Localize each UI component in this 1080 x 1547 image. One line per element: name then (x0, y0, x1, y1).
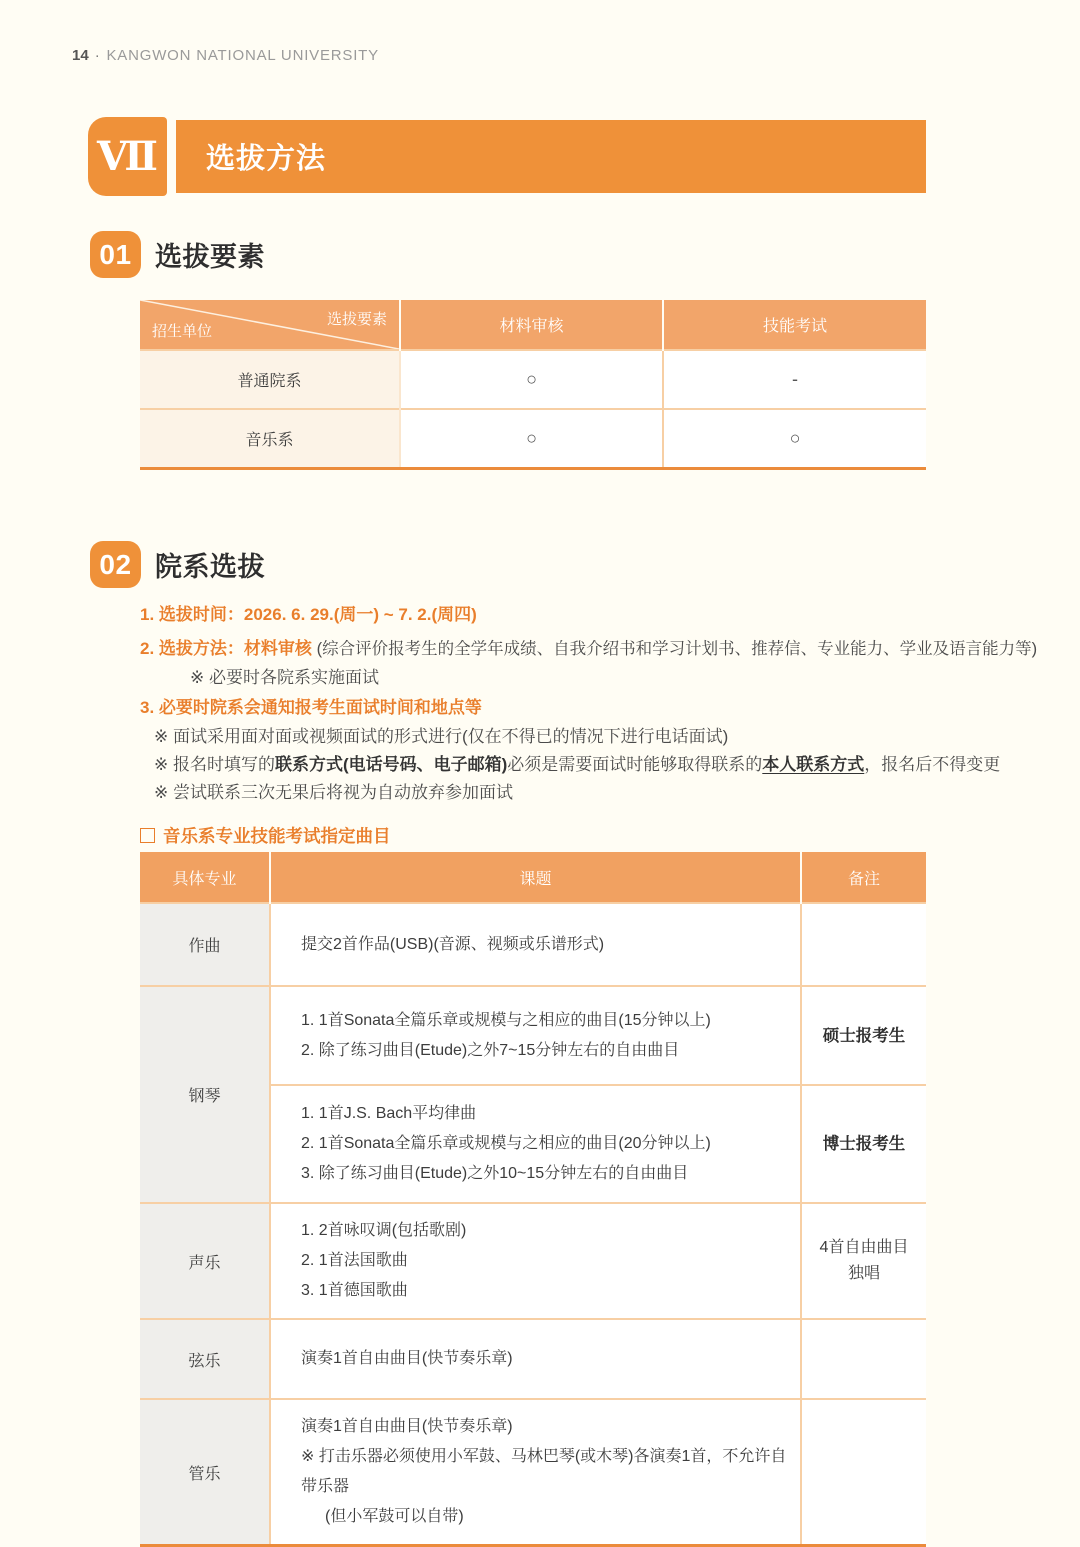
section2-title: 院系选拔 (155, 552, 265, 582)
banner-bar (176, 120, 926, 193)
mark-cell-material: ○ (400, 409, 663, 469)
square-bullet-icon (140, 828, 155, 843)
column-header-skill-test: 技能考试 (663, 300, 926, 350)
task-line: 3. 1首德国歌曲 (301, 1282, 408, 1299)
mark-cell-material: ○ (400, 350, 663, 409)
page-header (72, 47, 379, 64)
section1-number-badge: 01 (90, 231, 141, 278)
remark-cell (801, 1399, 926, 1546)
unit-cell: 普通院系 (140, 350, 400, 409)
contact-attempts-note: ※ 尝试联系三次无果后将视为自动放弃参加面试 (154, 783, 513, 802)
section2-heading (90, 541, 265, 588)
column-header-task: 课题 (270, 852, 801, 903)
corner-label-elements: 选拔要素 (326, 311, 387, 328)
corner-label-unit: 招生单位 (152, 323, 213, 340)
task-line: 1. 2首咏叹调(包括歌剧) (301, 1222, 467, 1239)
interview-notice-line: 3. 必要时院系会通知报考生面试时间和地点等 (140, 698, 482, 717)
page-number: 14 (72, 47, 89, 64)
task-line: 2. 1首Sonata全篇乐章或规模与之相应的曲目(20分钟以上) (301, 1135, 711, 1152)
task-line: 3. 除了练习曲目(Etude)之外10~15分钟左右的自由曲目 (301, 1165, 689, 1182)
music-exam-subtitle (140, 823, 391, 848)
major-cell-piano: 钢琴 (140, 986, 270, 1203)
major-cell: 弦乐 (140, 1319, 270, 1399)
task-cell (270, 1319, 801, 1399)
unit-cell: 音乐系 (140, 409, 400, 469)
task-line: 1. 1首Sonata全篇乐章或规模与之相应的曲目(15分钟以上) (301, 1011, 711, 1029)
interview-when-needed-note: ※ 必要时各院系实施面试 (190, 668, 379, 687)
selection-method-line (140, 638, 1037, 660)
selection-elements-table (140, 300, 926, 470)
table-row-piano-master (140, 986, 926, 1085)
diagonal-corner-cell (140, 300, 400, 350)
major-cell: 声乐 (140, 1203, 270, 1319)
mark-cell-skill: - (663, 350, 926, 409)
roman-numeral-badge: Ⅶ (88, 117, 167, 196)
remark-cell-vocal (801, 1203, 926, 1319)
banner-title: 选拔方法 (206, 143, 327, 175)
remark-line: 4首自由曲目 (819, 1239, 909, 1256)
task-line: ※ 打击乐器必须使用小军鼓、马林巴琴(或木琴)各演奏1首，不允许自带乐器 (301, 1448, 787, 1495)
contact-note-bold: 联系方式(电话号码、电子邮箱) (274, 755, 508, 774)
mark-cell-skill: ○ (663, 409, 926, 469)
column-header-material-review: 材料审核 (400, 300, 663, 350)
contact-note-part5: ，报名后不得变更 (864, 755, 1001, 774)
remark-line: 独唱 (847, 1265, 880, 1282)
remark-cell-doctor: 博士报考生 (801, 1085, 926, 1203)
section-banner (88, 117, 926, 196)
contact-note-part1: ※ 报名时填写的 (154, 755, 275, 774)
table-row-general-departments (140, 350, 926, 409)
interview-format-note: ※ 面试采用面对面或视频面试的形式进行(仅在不得已的情况下进行电话面试) (154, 727, 729, 746)
contact-note-underline: 本人联系方式 (762, 755, 865, 774)
task-line: 演奏1首自由曲目(快节奏乐章) (301, 1418, 513, 1435)
selection-method-label: 2. 选拔方法：材料审核 (140, 639, 317, 658)
contact-info-note (154, 754, 1000, 776)
task-cell (270, 986, 801, 1085)
contact-note-part3: 必须是需要面试时能够取得联系的 (507, 755, 763, 774)
music-exam-subtitle-text: 音乐系专业技能考试指定曲目 (163, 826, 391, 846)
table-header-row (140, 300, 926, 350)
table-row-music-department (140, 409, 926, 469)
section2-number-badge: 02 (90, 541, 141, 588)
music-table-header-row (140, 852, 926, 903)
remark-cell (801, 1319, 926, 1399)
remark-cell (801, 903, 926, 986)
major-cell: 作曲 (140, 903, 270, 986)
university-name: KANGWON NATIONAL UNIVERSITY (106, 47, 379, 64)
task-cell (270, 903, 801, 986)
section1-heading (90, 231, 265, 278)
task-line: (但小军鼓可以自带) (325, 1508, 464, 1525)
table-row-strings (140, 1319, 926, 1399)
remark-cell-master: 硕士报考生 (801, 986, 926, 1085)
table-row-winds (140, 1399, 926, 1546)
column-header-remark: 备注 (801, 852, 926, 903)
table-row-vocal (140, 1203, 926, 1319)
music-exam-table (140, 852, 926, 1547)
dot-separator: · (94, 47, 101, 64)
task-line: 2. 1首法国歌曲 (301, 1252, 408, 1269)
selection-time-line: 1. 选拔时间：2026. 6. 29.(周一) ~ 7. 2.(周四) (140, 605, 477, 624)
table-row-composition (140, 903, 926, 986)
task-line: 演奏1首自由曲目(快节奏乐章) (301, 1350, 513, 1367)
major-cell: 管乐 (140, 1399, 270, 1546)
task-line: 2. 除了练习曲目(Etude)之外7~15分钟左右的自由曲目 (301, 1041, 680, 1059)
column-header-major: 具体专业 (140, 852, 270, 903)
task-line: 提交2首作品(USB)(音源、视频或乐谱形式) (301, 935, 605, 953)
section1-title: 选拔要素 (155, 242, 265, 272)
task-line: 1. 1首J.S. Bach平均律曲 (301, 1105, 477, 1122)
selection-method-detail: (综合评价报考生的全学年成绩、自我介绍书和学习计划书、推荐信、专业能力、学业及语言能力等) (316, 640, 1038, 658)
task-cell (270, 1399, 801, 1546)
task-cell (270, 1203, 801, 1319)
task-cell (270, 1085, 801, 1203)
